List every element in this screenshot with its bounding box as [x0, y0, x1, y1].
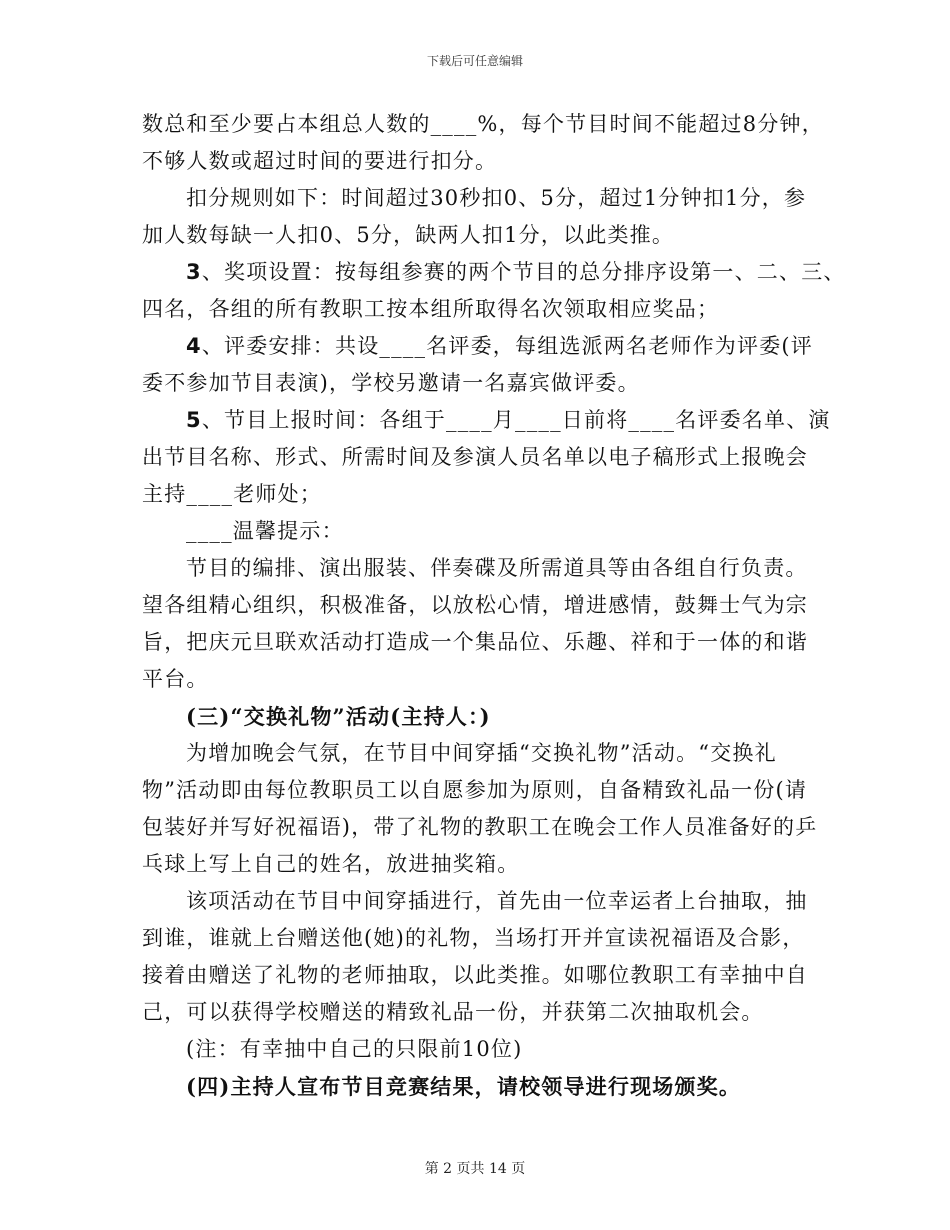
submission-time-line	[142, 402, 831, 439]
item-number-5: 5	[186, 408, 202, 432]
awards-setting-text: 、奖项设置：按每组参赛的两个节目的总分排序设第一、二、三、	[201, 260, 846, 284]
judges-text: 、评委安排：共设____名评委，每组选派两名老师作为评委(评	[201, 334, 814, 358]
page-footer: 第 2 页共 14 页	[424, 1161, 526, 1177]
item-number-4: 4	[186, 334, 202, 358]
body-line-4: 加人数每缺一人扣0、5分，缺两人扣1分，以此类推。	[142, 223, 675, 247]
gift-exchange-line-1: 为增加晚会气氛，在节目中间穿插“交换礼物”活动。“交换礼	[186, 741, 777, 765]
judges-line	[142, 328, 822, 365]
body-line-19: 物”活动即由每位教职员工以自愿参加为原则，自备精致礼品一份(请	[142, 778, 808, 802]
body-line-20: 包装好并写好祝福语)，带了礼物的教职工在晚会工作人员准备好的乒	[142, 815, 818, 839]
tips-heading: ____温馨提示：	[186, 519, 344, 543]
note-line: (注：有幸抽中自己的只限前10位)	[186, 1037, 523, 1061]
body-line-14: 望各组精心组织，积极准备，以放松心情，增进感情，鼓舞士气为宗	[142, 593, 808, 617]
body-line-25: 己，可以获得学校赠送的精致礼品一份，并获第二次抽取机会。	[142, 1000, 764, 1024]
body-line-23: 到谁，谁就上台赠送他(她)的礼物，当场打开并宣读祝福语及合影，	[142, 926, 805, 950]
body-line-21: 乓球上写上自己的姓名，放进抽奖箱。	[142, 852, 520, 876]
activity-process-line-1: 该项活动在节目中间穿插进行，首先由一位幸运者上台抽取，抽	[186, 889, 808, 913]
awards-setting-line	[142, 254, 846, 291]
submission-time-text: 、节目上报时间：各组于____月____日前将____名评委名单、演	[201, 408, 831, 432]
body-line-15: 旨，把庆元旦联欢活动打造成一个集品位、乐趣、祥和于一体的和谐	[142, 630, 808, 654]
body-line-10: 出节目名称、形式、所需时间及参演人员名单以电子稿形式上报晚会	[142, 445, 808, 469]
body-line-6: 四名，各组的所有教职工按本组所取得名次领取相应奖品；	[142, 297, 720, 321]
body-line-8: 委不参加节目表演)，学校另邀请一名嘉宾做评委。	[142, 371, 640, 395]
deduction-rules-line: 扣分规则如下：时间超过30秒扣0、5分，超过1分钟扣1分，参	[186, 186, 807, 210]
body-line-1: 数总和至少要占本组总人数的____%，每个节目时间不能超过8分钟，	[142, 112, 824, 136]
section-4-heading: (四)主持人宣布节目竞赛结果，请校领导进行现场颁奖。	[186, 1074, 742, 1099]
body-line-11: 主持____老师处；	[142, 482, 322, 506]
page-header: 下载后可任意编辑	[426, 54, 523, 68]
body-line-16: 平台。	[142, 667, 209, 691]
document-body	[142, 106, 846, 1105]
body-line-2: 不够人数或超过时间的要进行扣分。	[142, 149, 498, 173]
section-3-heading: (三)“交换礼物”活动(主持人：)	[186, 704, 491, 729]
tips-line-1: 节目的编排、演出服装、伴奏碟及所需道具等由各组自行负责。	[186, 556, 808, 580]
item-number-3: 3	[186, 260, 202, 284]
body-line-24: 接着由赠送了礼物的老师抽取，以此类推。如哪位教职工有幸抽中自	[142, 963, 808, 987]
